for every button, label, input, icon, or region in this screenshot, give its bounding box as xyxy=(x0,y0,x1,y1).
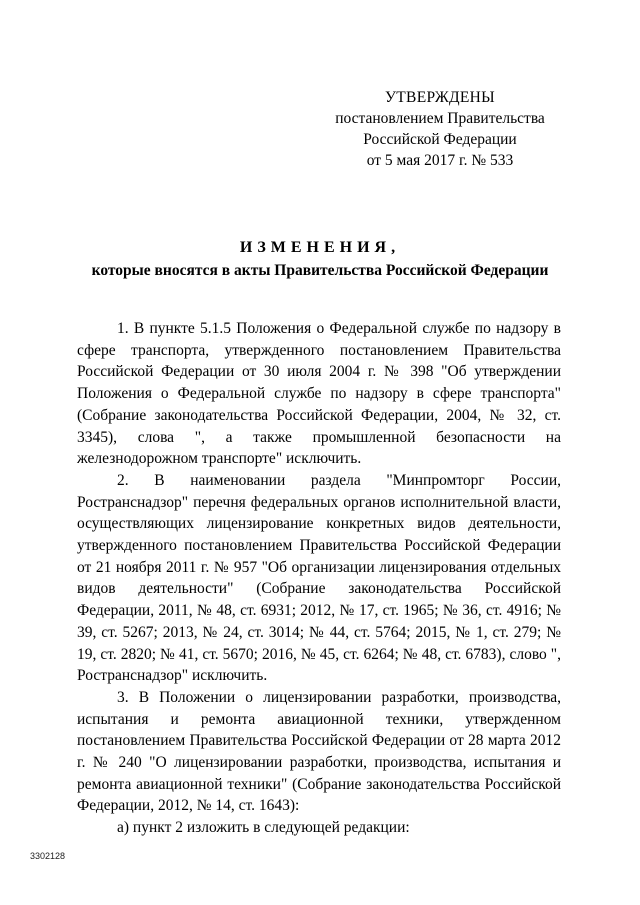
approval-title: УТВЕРЖДЕНЫ xyxy=(385,89,495,106)
document-title: ИЗМЕНЕНИЯ, xyxy=(239,239,401,256)
document-body xyxy=(77,318,561,839)
document-code: 3302128 xyxy=(30,851,66,861)
paragraph-1: 1. В пункте 5.1.5 Положения о Федеральной службе по надзору в сфере транспорта, утвержденного постановлением Правительства Российской Федерации от 30 июля 2004 г. № 398 "Об утверждении Положения о Федеральной службе по надзору в сфере транспорта" (Собрание законодательства Российской Федерации, 2004, № 32, ст. 3345), слова ", а также промышленной безопасности на железнодорожном транспорте" исключить. xyxy=(77,320,561,468)
approval-stamp xyxy=(330,87,550,171)
paragraph-3: 3. В Положении о лицензировании разработки, производства, испытания и ремонта авиационной техники, утвержденном постановлением Правительства Российской Федерации от 28 марта 2012 г. № 240 "О лицензировании разработки, производства, испытания и ремонта авиационной техники" (Собрание законодательства Российской Федерации, 2012, № 14, ст. 1643): xyxy=(77,688,561,815)
approval-line-1: постановлением Правительства xyxy=(335,110,545,127)
paragraph-3a: а) пункт 2 изложить в следующей редакции: xyxy=(117,819,410,837)
paragraph-2: 2. В наименовании раздела "Минпромторг России, Ространснадзор" перечня федеральных органов исполнительной власти, осуществляющих лицензирование конкретных видов деятельности, утвержденного постановлением Правительства Российской Федерации от 21 ноября 2011 г. № 957 "Об организации лицензирования отдельных видов деятельности" (Собрание законодательства Российской Федерации, 2011, № 48, ст. 6931; 2012, № 17, ст. 1965; № 36, ст. 4916; № 39, ст. 5267; 2013, № 24, ст. 3014; № 44, ст. 5764; 2015, № 1, ст. 279; № 19, ст. 2820; № 41, ст. 5670; 2016, № 45, ст. 6264; № 48, ст. 6783), слово ", Ространснадзор" исключить. xyxy=(77,471,561,685)
document-subtitle: которые вносятся в акты Правительства Российской Федерации xyxy=(91,262,549,279)
approval-line-3: от 5 мая 2017 г. № 533 xyxy=(366,152,514,169)
approval-line-2: Российской Федерации xyxy=(363,131,517,148)
